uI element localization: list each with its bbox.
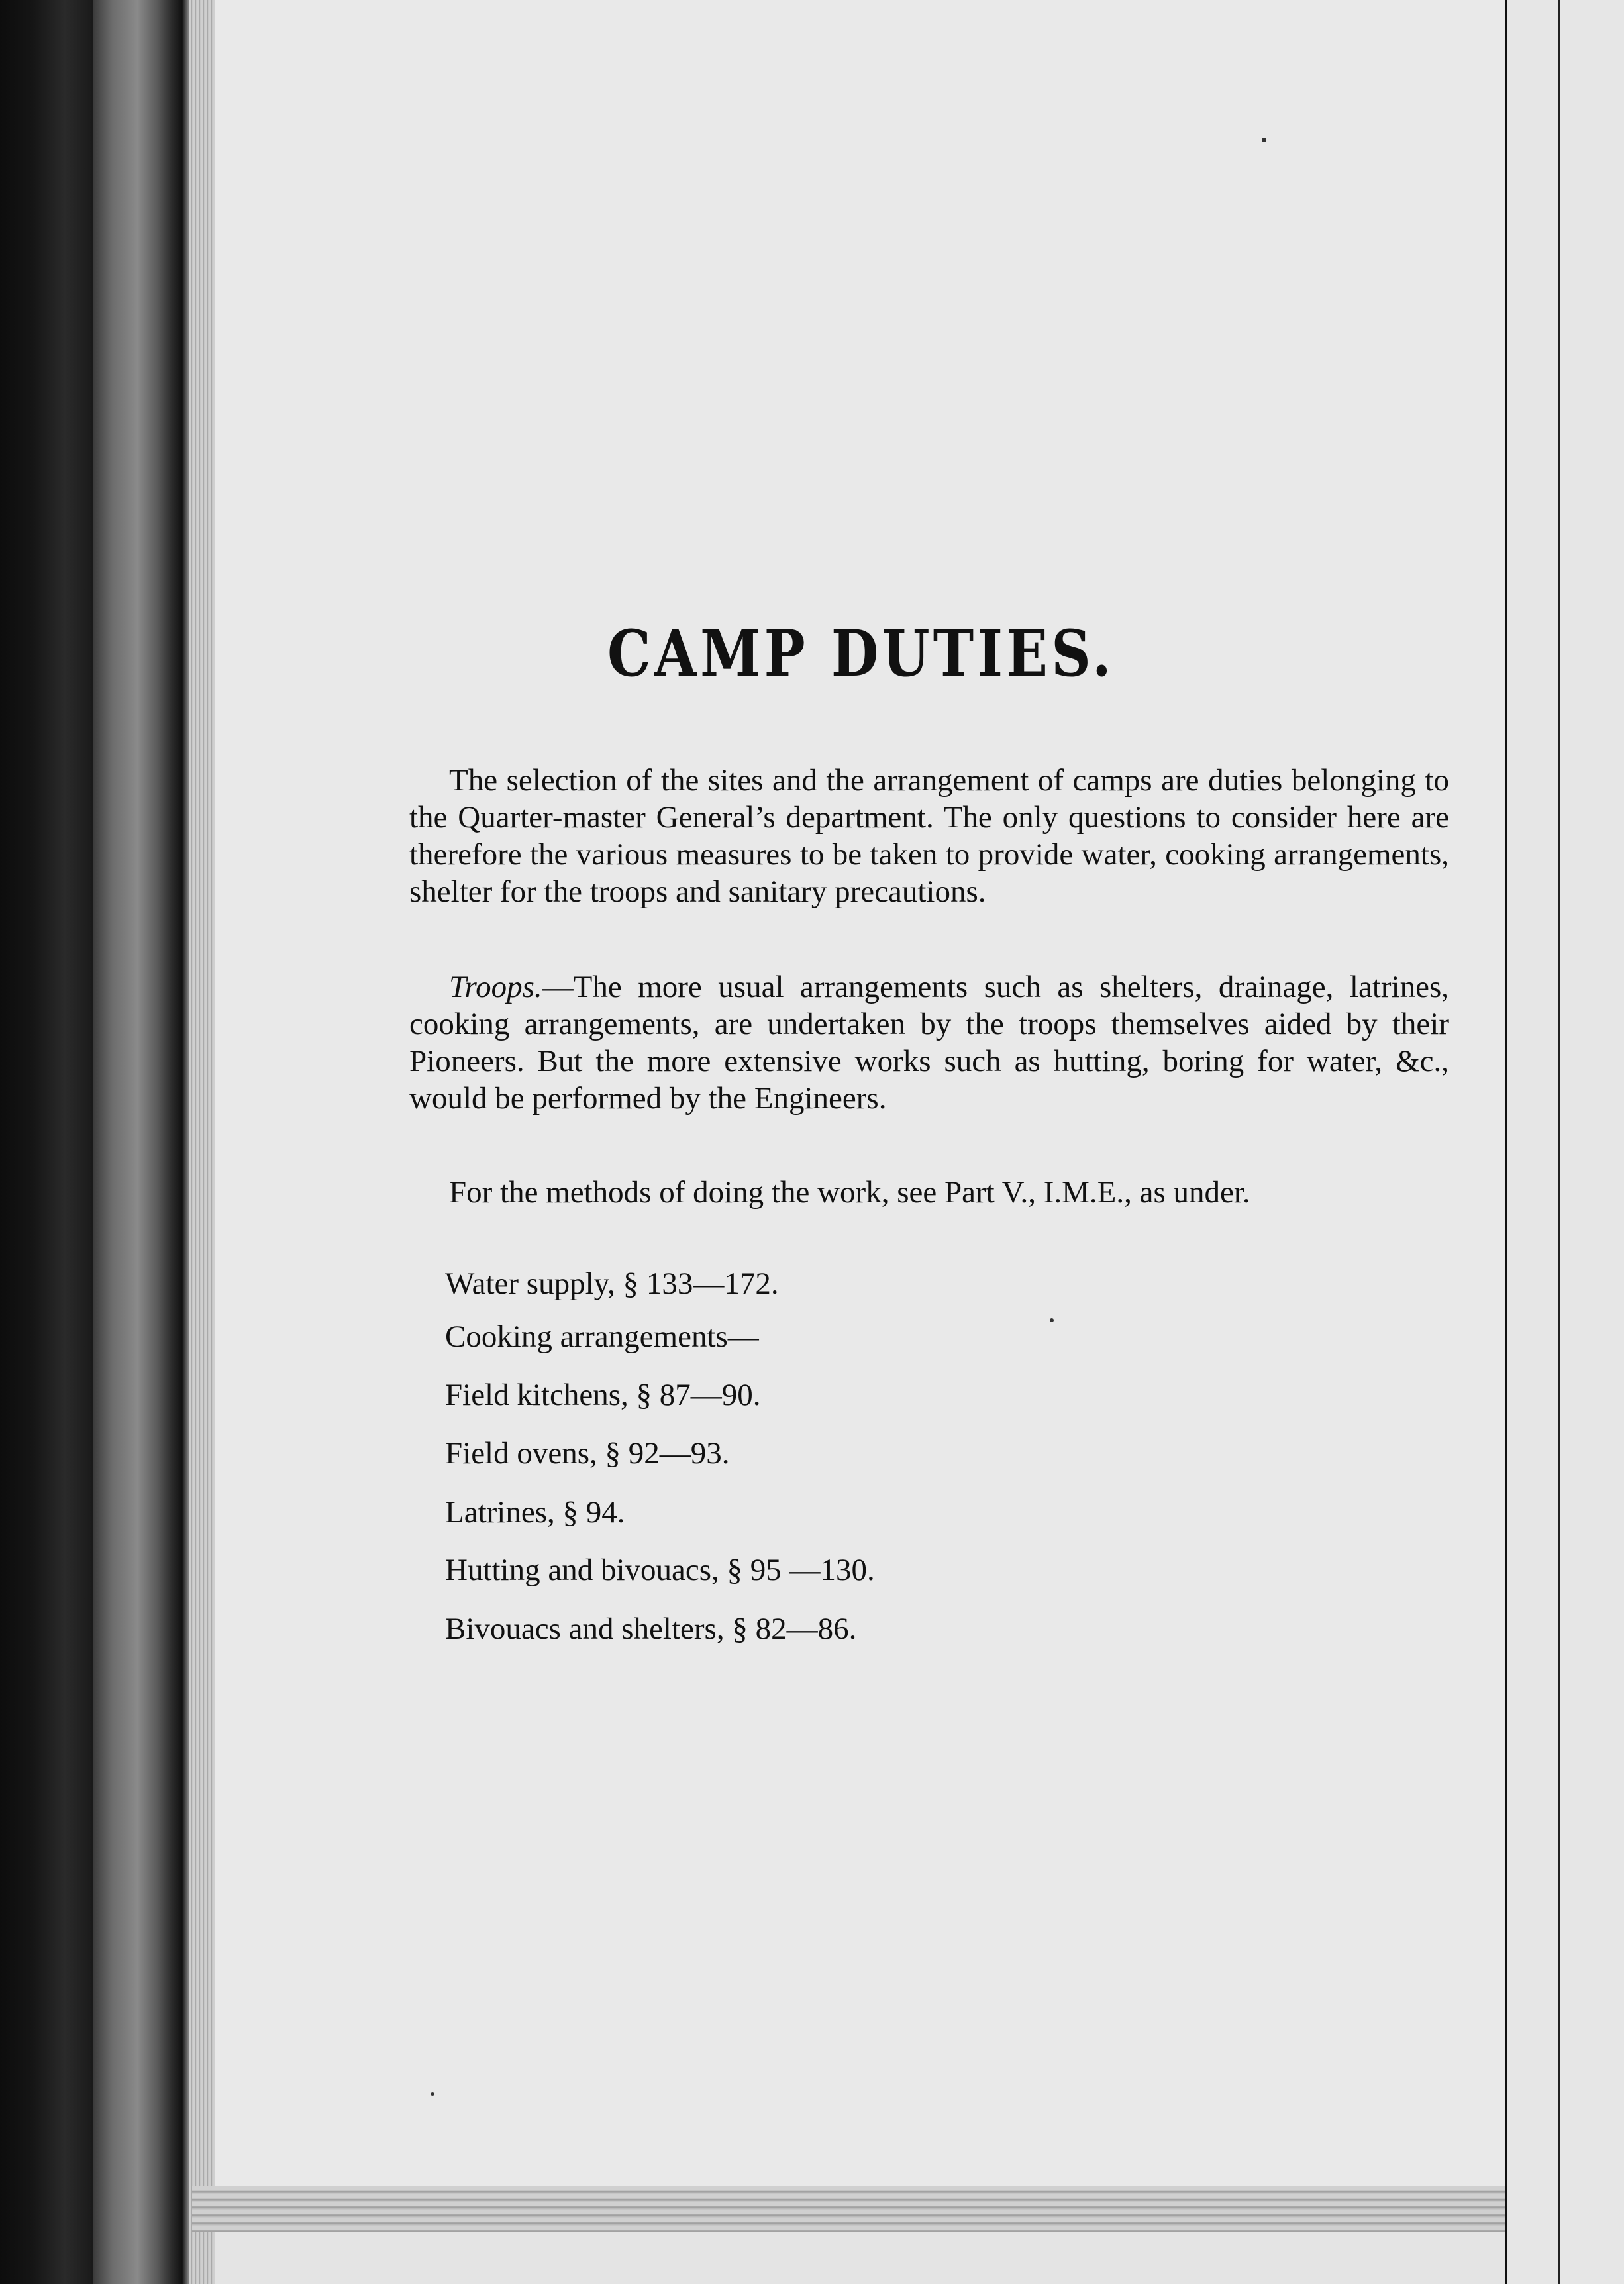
scan-speck xyxy=(431,2092,434,2096)
reference-hutting-bivouacs: Hutting and bivouacs, § 95 —130. xyxy=(445,1553,875,1587)
reference-field-kitchens: Field kitchens, § 87—90. xyxy=(445,1378,761,1412)
scan-speck xyxy=(1262,138,1266,142)
reference-latrines: Latrines, § 94. xyxy=(445,1495,625,1530)
paragraph-methods xyxy=(409,1174,1449,1211)
paragraph-troops-lead: Troops. xyxy=(449,970,542,1004)
reference-water-supply: Water supply, § 133—172. xyxy=(445,1267,779,1301)
reference-bivouacs-shelters: Bivouacs and shelters, § 82—86. xyxy=(445,1612,857,1646)
book-binding-shadow xyxy=(0,0,93,2284)
page-bottom-edge xyxy=(192,2186,1563,2232)
paragraph-troops-text: —The more usual arrangements such as shelters, drainage, latrines, cooking arrangements, are undertaken by the troops themselves aided by their Pioneers. But the more extensive works such as hutting, boring for water, &c., would be performed by the Engineers. xyxy=(409,970,1449,1116)
page-stack-edge xyxy=(189,0,215,2284)
book-spine-edge xyxy=(93,0,192,2284)
right-outer-border xyxy=(1558,0,1560,2284)
paragraph-methods-text: For the methods of doing the work, see Part V., I.M.E., as under. xyxy=(449,1175,1250,1210)
reference-field-ovens: Field ovens, § 92—93. xyxy=(445,1436,730,1471)
reference-cooking-arrangements: Cooking arrangements— xyxy=(445,1320,759,1354)
page-title: CAMP DUTIES. xyxy=(607,616,1115,691)
paragraph-troops xyxy=(409,968,1449,1117)
scan-speck xyxy=(1050,1318,1054,1322)
paragraph-intro-text: The selection of the sites and the arrangement of camps are duties belonging to the Quarter-master General’s department. The only questions to consider here are therefore the various measures to be taken to provide water, cooking arrangements, shelter for the troops and sanitary precautions. xyxy=(409,763,1449,909)
paragraph-intro xyxy=(409,762,1449,910)
right-margin xyxy=(1507,0,1624,2284)
